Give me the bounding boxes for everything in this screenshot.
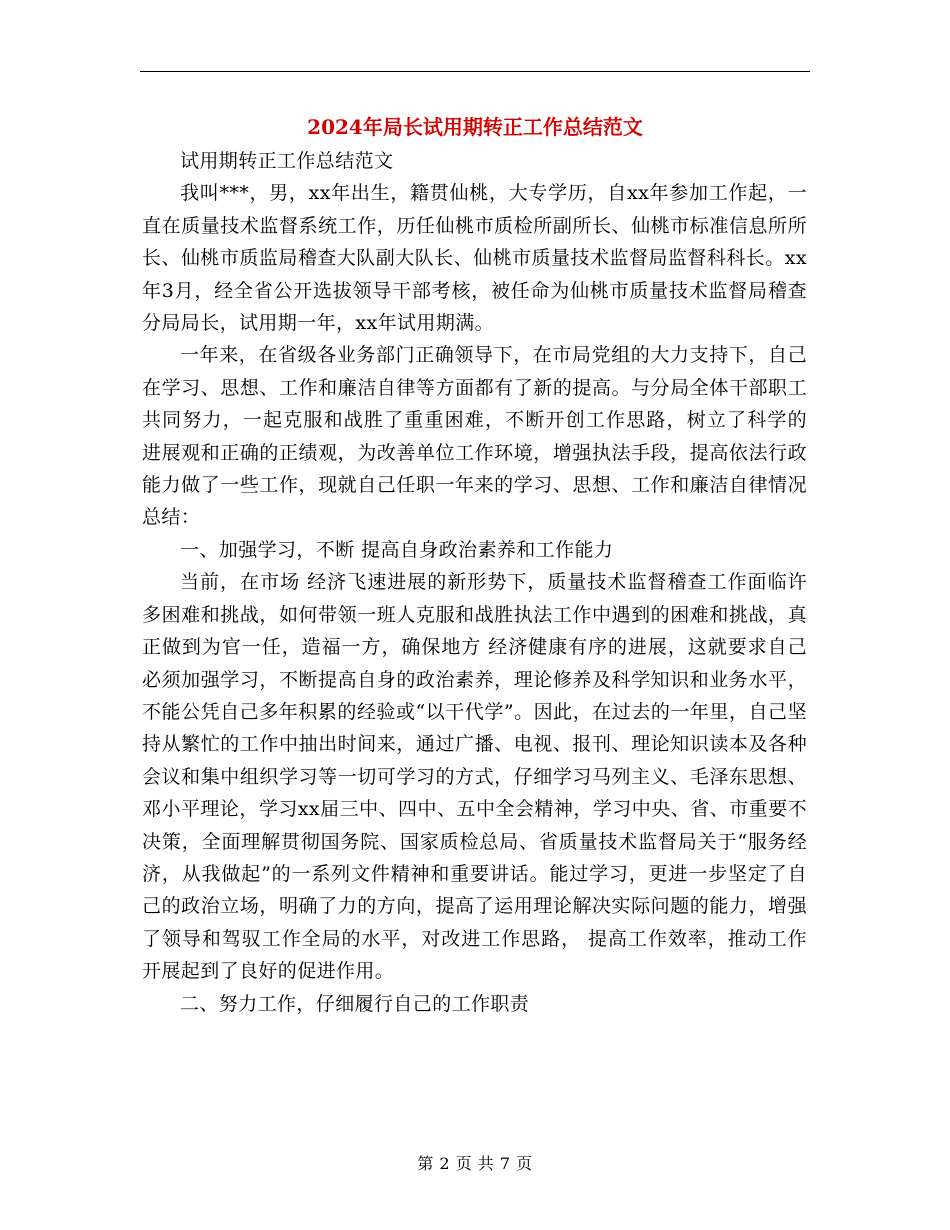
paragraph-intro: 我叫***，男，xx年出生，籍贯仙桃，大专学历，自xx年参加工作起，一直在质量技术监督系统工作，历任仙桃市质检所副所长、仙桃市标准信息所所长、仙桃市质监局稽查大队副大队长、仙桃市质量技术监督局监督科科长。xx年3月，经全省公开选拔领导干部考核，被任命为仙桃市质量技术监督局稽查分局局长，试用期一年，xx年试用期满。 [142, 182, 807, 335]
header-rule [140, 71, 810, 72]
document-body [142, 145, 807, 1020]
section-heading-1: 一、加强学习，不断 提高自身政治素养和工作能力 [180, 538, 614, 561]
section-heading-2: 二、努力工作，仔细履行自己的工作职责 [180, 992, 530, 1015]
paragraph-subtitle: 试用期转正工作总结范文 [180, 150, 394, 172]
document-title: 2024年局长试用期转正工作总结范文 [307, 115, 643, 139]
paragraph-overview: 一年来，在省级各业务部门正确领导下，在市局党组的大力支持下，自己在学习、思想、工作和廉洁自律等方面都有了新的提高。与分局全体干部职工共同努力，一起克服和战胜了重重困难，不断开创工作思路，树立了科学的 进展观和正确的正绩观，为改善单位工作环境，增强执法手段，提高依法行政能力做了一些工作，现就自己任职一年来的学习、思想、工作和廉洁自律情况总结： [142, 344, 807, 529]
paragraph-study: 当前，在市场 经济飞速进展的新形势下，质量技术监督稽查工作面临许多困难和挑战，如何带领一班人克服和战胜执法工作中遇到的困难和挑战，真正做到为官一任，造福一方，确保地方 经济健康有序的进展，这就要求自己必须加强学习，不断提高自身的政治素养，理论修养及科学知识和业务水平，不能公凭自己多年积累的经验或“以干代学”。因此，在过去的一年里，自己坚持从繁忙的工作中抽出时间来，通过广播、电视、报刊、理论知识读本及各种会议和集中组织学习等一切可学习的方式，仔细学习马列主义、毛泽东思想、邓小平理论，学习xx届三中、四中、五中全会精神，学习中央、省、市重要不决策，全面理解贯彻国务院、国家质检总局、省质量技术监督局关于“服务经济，从我做起”的一系列文件精神和重要讲话。能过学习，更进一步坚定了自己的政治立场，明确了力的方向，提高了运用理论解决实际问题的能力，增强了领导和驾驭工作全局的水平，对改进工作思路， 提高工作效率，推动工作开展起到了良好的促进作用。 [142, 571, 807, 983]
page-footer: 第 2 页 共 7 页 [417, 1154, 533, 1173]
